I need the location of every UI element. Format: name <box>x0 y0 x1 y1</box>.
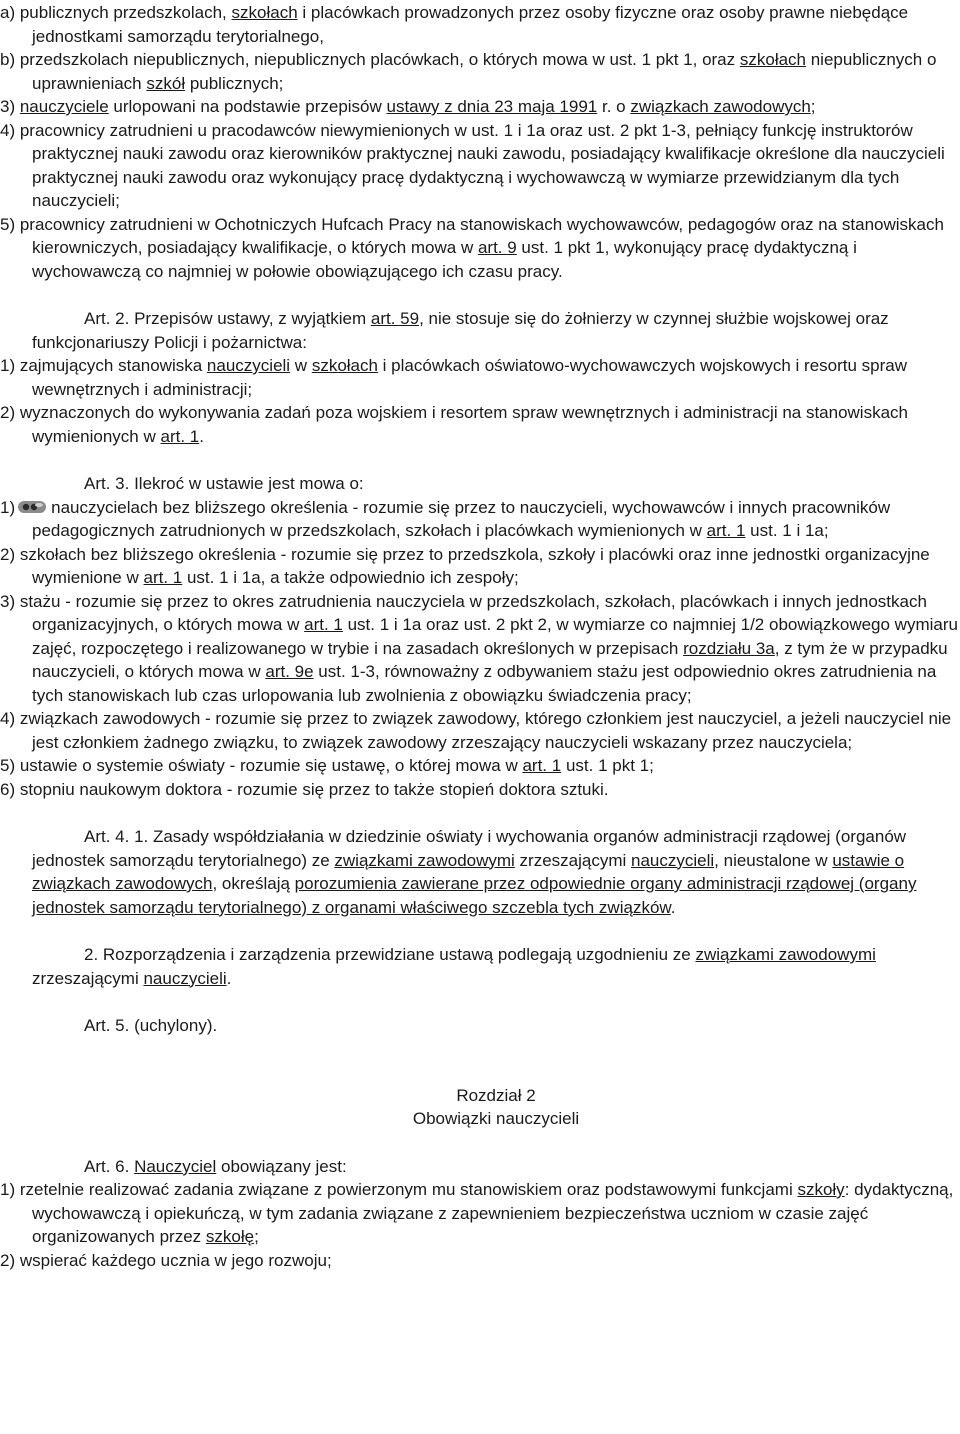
art-5: Art. 5. (uchylony). <box>84 1016 218 1035</box>
art-3-item-1-rest: ust. 1 i 1a; <box>745 521 829 540</box>
art-6-heading <box>0 1155 960 1179</box>
chapter-title: Obowiązki nauczycieli <box>412 1109 580 1128</box>
art-6-item-1-mid: : dydaktyczną, wychowawczą i opiekuńczą, w tym zadania związane z zapewnieniem bezpieczeństwa uczniom w czasie zajęć organizowanych przez <box>32 1180 954 1246</box>
art-3-item-4: 4) związkach zawodowych - rozumie się przez to związek zawodowy, którego członkiem jest nauczyciel, a jeżeli nauczyciel nie jest członkiem żadnego związku, to związek zawodowy zrzeszający nauczycieli wskazany przez nauczyciela; <box>0 709 952 752</box>
art-3-item-2-text: 2) szkołach bez bliższego określenia - rozumie się przez to przedszkola, szkoły i placówki oraz inne jednostki organizacyjne wymienione w <box>0 544 930 587</box>
link-art-1[interactable]: art. 1 <box>160 426 200 446</box>
art-2-item-2 <box>0 401 960 448</box>
art-6-item-1 <box>0 1178 960 1249</box>
spacer <box>0 448 960 472</box>
art-2-rest: , nie stosuje się do żołnierzy w czynnej służbie wojskowej oraz funkcjonariuszy Policji i pożarnictwa: <box>32 309 889 352</box>
link-szkol[interactable]: szkół <box>146 73 186 93</box>
link-nauczycieli[interactable]: nauczycieli <box>631 850 715 870</box>
item-3 <box>0 95 960 119</box>
art-2-text: Art. 2. Przepisów ustawy, z wyjątkiem <box>84 309 371 328</box>
link-rozdzialu-3a[interactable]: rozdziału 3a <box>683 638 775 658</box>
item-a-rest: i placówkach prowadzonych przez osoby fizyczne oraz osoby prawne niebędące jednostkami samorządu terytorialnego, <box>32 3 909 46</box>
art-3-item-2-rest: ust. 1 i 1a, a także odpowiednio ich zespoły; <box>182 568 519 587</box>
art-3-item-2 <box>0 543 960 590</box>
art-3-item-6: 6) stopniu naukowym doktora - rozumie się przez to także stopień doktora sztuki. <box>0 779 609 799</box>
art-2-item-1 <box>0 354 960 401</box>
link-art-59[interactable]: art. 59 <box>370 309 420 328</box>
art-3-item-5-rest: ust. 1 pkt 1; <box>561 756 654 775</box>
item-a-text: a) publicznych przedszkolach, <box>0 3 232 22</box>
spacer <box>0 1131 960 1155</box>
link-ustawie-o-zwiazkach[interactable]: ustawie o związkach zawodowych <box>32 850 905 893</box>
art-3-item-5-text: 5) ustawie o systemie oświaty - rozumie się ustawę, o której mowa w <box>0 756 523 775</box>
art-6-item-1-rest: ; <box>254 1227 259 1246</box>
spacer <box>0 990 960 1014</box>
item-4: 4) pracownicy zatrudnieni u pracodawców niewymienionych w ust. 1 i 1a oraz ust. 2 pkt 1-3, pełniący funkcję instruktorów praktycznej nauki zawodu oraz kierowników praktycznej nauki zawodu, posiadający kwalifikacje określone dla nauczycieli praktycznej nauki zawodu oraz wykonujący pracę dydaktyczną i wychowawczą w wymiarze przewidzianym dla tych nauczycieli; <box>0 120 945 210</box>
link-nauczyciel[interactable]: Nauczyciel <box>134 1156 217 1176</box>
link-nauczycieli[interactable]: nauczycieli <box>143 968 227 988</box>
item-3-rest: ; <box>810 97 816 116</box>
spacer <box>0 801 960 825</box>
art-3-item-1-text: nauczycielach bez bliższego określenia - rozumie się przez to nauczycieli, wychowawców i innych pracowników pedagogicznych zatrudnionych w przedszkolach, szkołach i placówkach wymienionych w <box>32 497 891 540</box>
speaker-bullet-icon <box>17 497 47 511</box>
link-art-1[interactable]: art. 1 <box>143 568 183 587</box>
art-3-item-3-text: 3) stażu - rozumie się przez to okres zatrudnienia nauczyciela w przedszkolach, szkołach, placówkach i innych jednostkach organizacyjnych, o których mowa w <box>0 591 927 634</box>
link-art-1[interactable]: art. 1 <box>522 756 562 775</box>
item-3-mid2: r. o <box>597 97 631 116</box>
item-b-rest: publicznych; <box>185 73 284 93</box>
link-nauczycieli[interactable]: nauczycieli <box>206 356 291 375</box>
art-6-item-1-text: 1) rzetelnie realizować zadania związane z powierzonym mu stanowiskiem oraz podstawowymi funkcjami <box>0 1180 798 1199</box>
link-szkolach[interactable]: szkołach <box>311 356 378 375</box>
link-art-1[interactable]: art. 1 <box>304 615 343 634</box>
item-b <box>0 48 960 95</box>
art-4-p2-text: 2. Rozporządzenia i zarządzenia przewidziane ustawą podlegają uzgodnieniu ze <box>84 945 696 964</box>
art-3-item-3-rest: ust. 1-3, równoważny z odbywaniem stażu jest odpowiednio okres zatrudnienia na tych stanowiskach lub czas urlopowania lub zwolnienia z obowiązku świadczenia pracy; <box>32 662 937 705</box>
spacer <box>0 283 960 307</box>
item-5-text: 5) pracownicy zatrudnieni w Ochotniczych Hufcach Pracy na stanowiskach wychowawców, pedagogów oraz na stanowiskach kierowniczych, posiadający kwalifikacje, o których mowa w <box>0 214 944 257</box>
link-szkolach[interactable]: szkołach <box>739 50 806 69</box>
item-5 <box>0 213 960 284</box>
art-4-p2-rest: . <box>226 968 232 988</box>
art-4-paragraph-1 <box>0 825 960 919</box>
art-4-p1-rest: . <box>670 897 676 917</box>
link-szkoly[interactable]: szkoły <box>797 1180 845 1199</box>
link-szkole[interactable]: szkołę <box>205 1227 255 1246</box>
item-b-mid: niepublicznych o uprawnieniach <box>32 50 937 93</box>
link-art-1[interactable]: art. 1 <box>706 521 746 540</box>
art-4-p1-mid: zrzeszającymi <box>514 850 632 870</box>
art-2-item-1-text: 1) zajmujących stanowiska <box>0 356 207 375</box>
art-4-p1-text: Art. 4. 1. Zasady współdziałania w dziedzinie oświaty i wychowania organów administracji rządowej (organów jednostek samorządu terytorialnego) ze <box>32 827 907 870</box>
link-szkolach[interactable]: szkołach <box>231 3 298 22</box>
art-2-item-1-rest: i placówkach oświatowo-wychowawczych wojskowych i resortu spraw wewnętrznych i administracji; <box>32 356 908 399</box>
art-3-heading: Art. 3. Ilekroć w ustawie jest mowa o: <box>84 474 364 493</box>
link-ustawy[interactable]: ustawy z dnia 23 maja 1991 <box>386 97 598 116</box>
link-zwiazkami-zawodowymi[interactable]: związkami zawodowymi <box>695 945 876 964</box>
item-5-rest: ust. 1 pkt 1, wykonujący pracę dydaktyczną i wychowawczą co najmniej w połowie obowiązującego ich czasu pracy. <box>32 238 857 281</box>
link-porozumienia[interactable]: porozumienia zawierane przez odpowiednie organy administracji rządowej (organy jednostek samorządu terytorialnego) z organami właściwego szczebla tych związków <box>32 874 917 917</box>
link-art-9e[interactable]: art. 9e <box>265 662 314 681</box>
art-6-text: Art. 6. <box>84 1156 135 1176</box>
chapter-number: Rozdział 2 <box>456 1085 536 1105</box>
art-3-item-3-mid2: , z tym że w przypadku nauczycieli, o których mowa w <box>32 638 948 681</box>
art-3-item-3 <box>0 590 960 708</box>
item-3-mid: urlopowani na podstawie przepisów <box>108 97 387 116</box>
art-2-item-2-text: 2) wyznaczonych do wykonywania zadań poza wojskiem i resortem spraw wewnętrznych i administracji na stanowiskach wymienionych w <box>0 403 908 446</box>
item-b-text: b) przedszkolach niepublicznych, niepublicznych placówkach, o których mowa w ust. 1 pkt 1, oraz <box>0 50 740 69</box>
spacer <box>0 919 960 943</box>
art-4-paragraph-2 <box>0 943 960 990</box>
art-4-p1-mid2: , nieustalone w <box>714 850 833 870</box>
art-4-p1-mid3: , określają <box>212 874 295 893</box>
art-3-item-1-num: 1) <box>0 497 16 517</box>
item-3-num: 3) <box>0 97 20 116</box>
art-6-item-2: 2) wspierać każdego ucznia w jego rozwoju; <box>0 1250 332 1270</box>
spacer <box>0 1038 960 1062</box>
spacer <box>0 1062 960 1084</box>
art-3-item-3-mid: ust. 1 i 1a oraz ust. 2 pkt 2, w wymiarze co najmniej 1/2 obowiązkowego wymiaru zajęć, rozpoczętego i realizowanego w trybie i na zasadach określonych w przepisach <box>32 615 958 658</box>
art-2-item-2-rest: . <box>199 426 204 446</box>
art-6-rest: obowiązany jest: <box>216 1156 347 1176</box>
art-3-item-5 <box>0 754 960 778</box>
link-zwiazkach-zawodowych[interactable]: związkach zawodowych <box>630 97 811 116</box>
link-nauczyciele[interactable]: nauczyciele <box>19 97 109 116</box>
link-art-9[interactable]: art. 9 <box>477 238 517 257</box>
art-4-p2-mid: zrzeszającymi <box>32 968 144 988</box>
item-a <box>0 1 960 48</box>
art-2-item-1-mid: w <box>290 356 312 375</box>
art-2-heading <box>0 307 960 354</box>
link-zwiazkami-zawodowymi[interactable]: związkami zawodowymi <box>334 850 515 870</box>
art-3-item-1 <box>0 496 960 543</box>
